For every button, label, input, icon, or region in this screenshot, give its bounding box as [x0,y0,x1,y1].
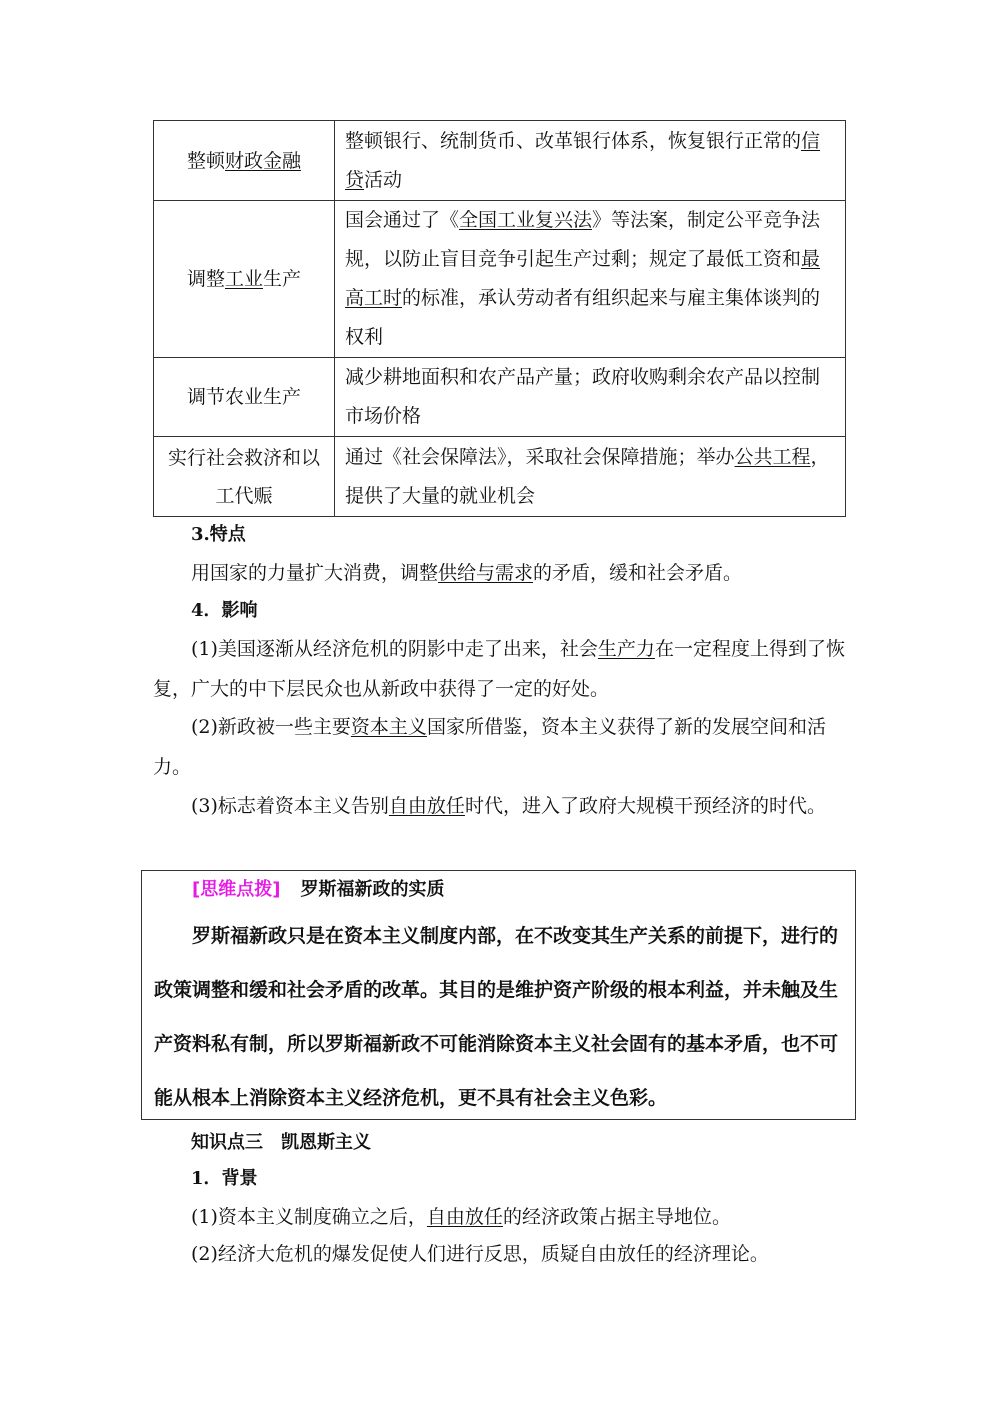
new-deal-measures-table [153,120,846,517]
paragraph: (1)美国逐渐从经济危机的阴影中走了出来，社会生产力在一定程度上得到了恢复，广大的中下层民众也从新政中获得了一定的好处。 [153,638,845,700]
underlined-term: 工业 [224,268,263,290]
underlined-term: 信贷 [345,129,821,191]
tip-title: 罗斯福新政的实质 [300,879,445,900]
section-heading: 3.特点 [191,524,246,545]
table-row [154,121,846,201]
underlined-term: 自由放任 [426,1206,503,1228]
table-row [154,201,846,358]
tip-heading [192,875,444,901]
measure-label: 实行社会救济和以工代赈 [154,437,335,517]
underlined-term: 供给与需求 [438,562,534,584]
measure-label: 调整工业生产 [154,201,335,358]
section-heading: 1．背景 [191,1168,258,1189]
paragraph: (1)资本主义制度确立之后，自由放任的经济政策占据主导地位。 [191,1206,731,1228]
paragraph: (2)经济大危机的爆发促使人们进行反思，质疑自由放任的经济理论。 [191,1243,769,1265]
knowledge-point-heading: 知识点三 凯恩斯主义 [191,1132,371,1153]
tip-tag: [思维点拨] [192,879,281,900]
measure-content: 通过《社会保障法》，采取社会保障措施；举办公共工程，提供了大量的就业机会 [335,437,846,517]
paragraph: 用国家的力量扩大消费，调整供给与需求的矛盾，缓和社会矛盾。 [191,562,743,584]
section-heading: 4．影响 [191,600,258,621]
measure-content: 减少耕地面积和农产品产量；政府收购剩余农产品以控制市场价格 [335,358,846,437]
thinking-tip-box [141,870,856,1120]
tip-body: 罗斯福新政只是在资本主义制度内部，在不改变其生产关系的前提下，进行的政策调整和缓和社会矛盾的改革。其目的是维护资产阶级的根本利益，并未触及生产资料私有制，所以罗斯福新政不可能消除资本主义社会固有的基本矛盾，也不可能从根本上消除资本主义经济危机，更不具有社会主义色彩。 [154,925,839,1109]
measure-label: 调节农业生产 [154,358,335,437]
measure-content: 整顿银行、统制货币、改革银行体系，恢复银行正常的信贷活动 [335,121,846,201]
measure-content: 国会通过了《全国工业复兴法》等法案，制定公平竞争法规，以防止盲目竞争引起生产过剩；规定了最低工资和最高工时的标准，承认劳动者有组织起来与雇主集体谈判的权利 [335,201,846,358]
measure-label: 整顿财政金融 [154,121,335,201]
underlined-term: 最高工时 [345,248,821,309]
underlined-term: 资本主义 [350,716,427,738]
underlined-term: 生产力 [597,638,655,660]
paragraph: (2)新政被一些主要资本主义国家所借鉴，资本主义获得了新的发展空间和活力。 [153,716,826,778]
underlined-term: 公共工程 [734,445,811,468]
table-row [154,437,846,517]
underlined-term: 自由放任 [388,795,465,817]
underlined-term: 财政金融 [225,149,302,172]
paragraph: (3)标志着资本主义告别自由放任时代，进入了政府大规模干预经济的时代。 [191,795,826,817]
table-row [154,358,846,437]
underlined-term: 全国工业复兴法 [459,209,593,231]
